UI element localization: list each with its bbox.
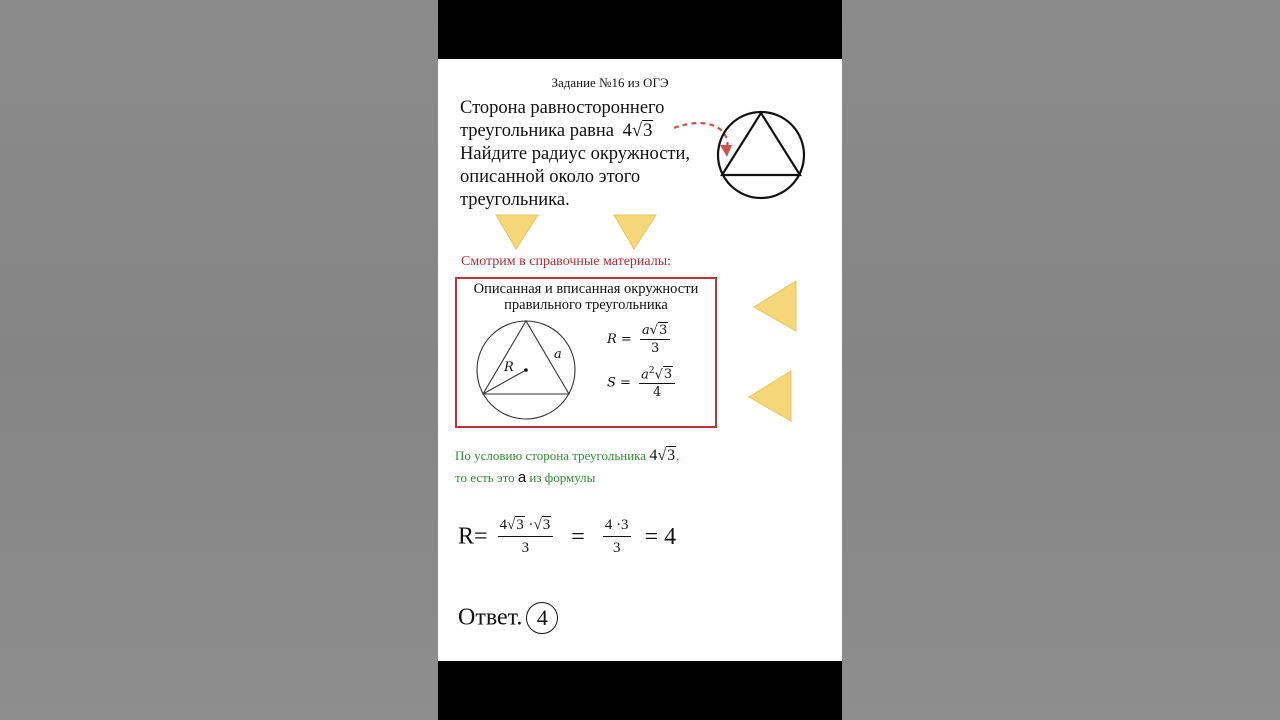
- answer-label: Ответ.: [458, 604, 523, 631]
- condition-text-2a: то есть это: [455, 470, 515, 485]
- condition-line-1: По условию сторона треугольника 4√3,: [455, 447, 680, 464]
- calc-fraction-2: $\frac{4 \cdot 3}{3}$: [604, 517, 629, 556]
- reference-title-line-2: правильного треугольника: [504, 297, 668, 313]
- calc-lhs: R=: [458, 523, 488, 550]
- reference-heading: Смотрим в справочные материалы:: [461, 254, 672, 269]
- formula-R-denominator: 3: [651, 341, 660, 356]
- yellow-arrow-down-1: [494, 213, 540, 253]
- calculation: [458, 517, 676, 557]
- formula-S: [607, 366, 679, 400]
- label-a: a: [554, 347, 562, 362]
- problem-line-3: Найдите радиус окружности,: [460, 144, 691, 164]
- formula-S-fraction: $\frac{a^2√3}{4}$: [639, 366, 675, 400]
- condition-side-value: 4√3: [649, 447, 676, 464]
- circumscribed-circle: [718, 112, 804, 198]
- problem-line-2: [460, 120, 653, 143]
- calc-fraction-1-den: 3: [521, 540, 530, 556]
- problem-line-4: описанной около этого: [460, 167, 641, 187]
- calc-result: = 4: [644, 523, 677, 550]
- formula-R-radicand: 3: [659, 323, 668, 338]
- condition-var-a: а: [517, 469, 527, 486]
- label-R: R: [504, 360, 514, 375]
- calc-eq-1: =: [571, 523, 585, 550]
- condition-line-2: [455, 469, 595, 486]
- reference-title-line-1: Описанная и вписанная окружности: [473, 281, 699, 297]
- formula-S-denominator: 4: [652, 385, 662, 401]
- formula-S-var: a: [641, 367, 649, 383]
- formula-S-radicand: 3: [663, 367, 673, 383]
- slide-page: [438, 59, 842, 661]
- yellow-arrow-down-2: [612, 213, 658, 253]
- background-right: [842, 0, 1280, 720]
- problem-line-1: Сторона равностороннего: [460, 98, 665, 118]
- formula-R-var: a: [641, 323, 650, 338]
- answer: [458, 602, 558, 634]
- center-dot: [524, 368, 528, 372]
- condition-text-2b: из формулы: [529, 470, 596, 485]
- yellow-arrow-left-1: [752, 279, 800, 335]
- problem-side-value: 4√3: [622, 121, 653, 141]
- yellow-arrow-left-2: [747, 369, 795, 425]
- reference-box-title: [457, 281, 715, 313]
- formula-S-exponent: 2: [648, 366, 655, 376]
- video-frame: [438, 0, 842, 720]
- formula-S-lhs: S =: [607, 375, 631, 391]
- side-coef: 4: [622, 121, 632, 141]
- formula-R-lhs: R =: [607, 332, 632, 347]
- problem-line-2-text: треугольника равна: [460, 121, 615, 141]
- answer-value: 4: [526, 602, 558, 634]
- reference-figure: [475, 319, 579, 419]
- background-left: [0, 0, 438, 720]
- condition-text-1: По условию сторона треугольника: [455, 448, 647, 463]
- formula-R: [607, 323, 674, 356]
- problem-line-5: треугольника.: [460, 190, 570, 210]
- problem-figure: [714, 111, 808, 201]
- reference-box: [455, 277, 717, 428]
- calc-fraction-1: $\frac{4√3 \cdot√3}{3}$: [498, 517, 554, 557]
- task-title: Задание №16 из ОГЭ: [551, 75, 669, 90]
- formula-R-fraction: $\frac{a√3}{3}$: [640, 323, 670, 356]
- side-radicand: 3: [643, 121, 653, 141]
